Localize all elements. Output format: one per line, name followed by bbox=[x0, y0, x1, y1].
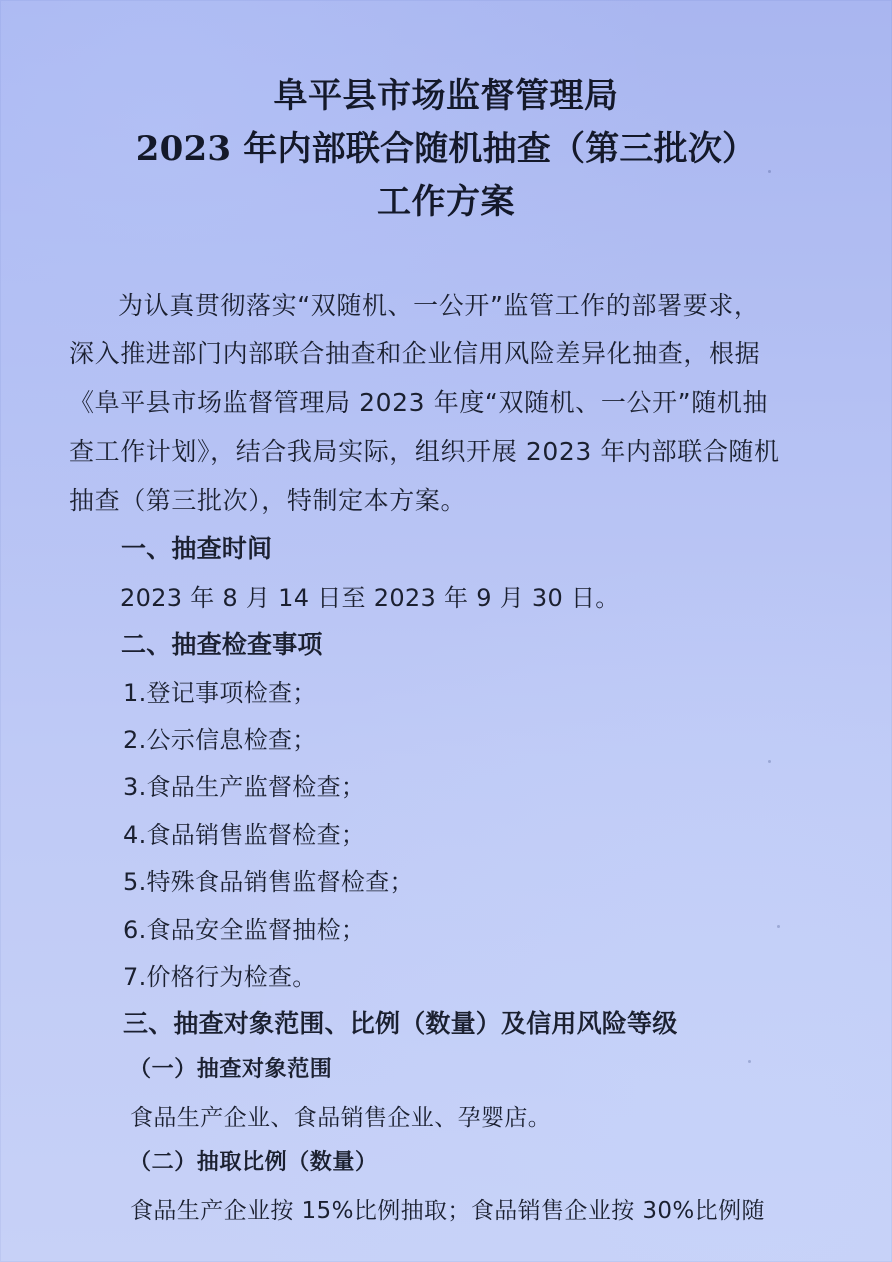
check-item-1: 1.登记事项检查； bbox=[123, 679, 317, 707]
subsection-2-title: （二）抽取比例（数量） bbox=[129, 1150, 378, 1175]
document-title-line3: 工作方案 bbox=[377, 182, 515, 222]
section-3-title: 三、抽查对象范围、比例（数量）及信用风险等级 bbox=[123, 1009, 678, 1038]
check-item-5: 5.特殊食品销售监督检查； bbox=[123, 868, 414, 896]
paper-speck bbox=[777, 925, 780, 928]
check-item-6: 6.食品安全监督抽检； bbox=[123, 916, 366, 944]
paper-speck bbox=[748, 1060, 751, 1063]
subsection-1-title: （一）抽查对象范围 bbox=[129, 1057, 333, 1082]
document-title-line2: 2023 年内部联合随机抽查（第三批次） bbox=[135, 129, 757, 169]
intro-line-2: 深入推进部门内部联合抽查和企业信用风险差异化抽查，根据 bbox=[69, 339, 761, 368]
intro-line-5: 抽查（第三批次），特制定本方案。 bbox=[69, 486, 467, 515]
intro-line-3: 《阜平县市场监督管理局 2023 年度“双随机、一公开”随机抽 bbox=[69, 388, 769, 417]
paper-speck bbox=[768, 170, 771, 173]
intro-line-4: 查工作计划》，结合我局实际，组织开展 2023 年内部联合随机 bbox=[69, 437, 780, 466]
check-item-2: 2.公示信息检查； bbox=[123, 726, 317, 754]
check-item-3: 3.食品生产监督检查； bbox=[123, 773, 366, 801]
section-1-title: 一、抽查时间 bbox=[121, 534, 273, 563]
intro-line-1: 为认真贯彻落实“双随机、一公开”监管工作的部署要求， bbox=[118, 291, 760, 320]
check-item-4: 4.食品销售监督检查； bbox=[123, 821, 366, 849]
section-2-title: 二、抽查检查事项 bbox=[121, 630, 323, 659]
check-item-7: 7.价格行为检查。 bbox=[123, 963, 317, 991]
subsection-1-content: 食品生产企业、食品销售企业、孕婴店。 bbox=[130, 1105, 552, 1131]
subsection-2-content: 食品生产企业按 15%比例抽取；食品销售企业按 30%比例随 bbox=[130, 1198, 765, 1224]
section-1-content: 2023 年 8 月 14 日至 2023 年 9 月 30 日。 bbox=[120, 584, 620, 612]
paper-speck bbox=[768, 760, 771, 763]
document-title-line1: 阜平县市场监督管理局 bbox=[273, 76, 619, 116]
